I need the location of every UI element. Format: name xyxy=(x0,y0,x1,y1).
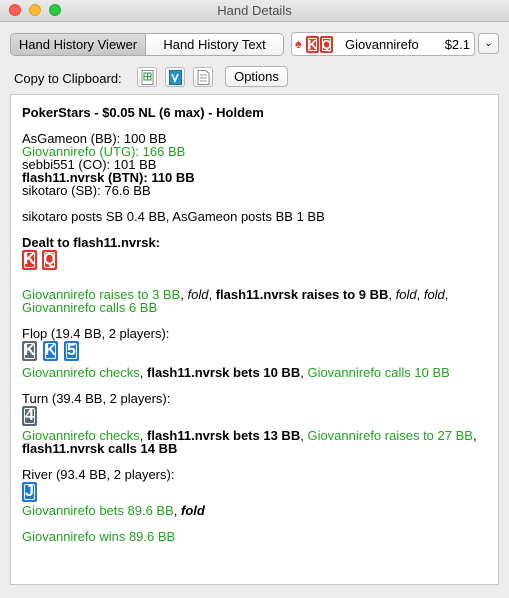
board-card: K xyxy=(23,342,36,359)
copy-format-2-button[interactable] xyxy=(165,67,185,87)
flop-title: Flop (19.4 BB, 2 players): xyxy=(22,326,170,341)
player-select[interactable] xyxy=(291,32,475,56)
tab-hand-history-text[interactable]: Hand History Text xyxy=(146,34,283,55)
turn-actions-2: flash11.nvrsk calls 14 BB xyxy=(22,441,178,456)
river-title: River (93.4 BB, 2 players): xyxy=(22,467,175,482)
seat-line: Giovannirefo (UTG): 166 BB xyxy=(22,144,186,159)
view-tabs xyxy=(10,33,284,56)
copy-text-button[interactable] xyxy=(193,67,213,87)
document-icon xyxy=(197,70,210,85)
river-actions: Giovannirefo bets 89.6 BB, fold xyxy=(22,503,205,518)
preflop-line-2: Giovannirefo calls 6 BB xyxy=(22,300,158,315)
result-line: Giovannirefo wins 89.6 BB xyxy=(22,529,176,544)
preflop-line-1: Giovannirefo raises to 3 BB, fold, flash11.nvrsk raises to 9 BB, fold, fold, xyxy=(22,287,449,302)
spreadsheet-icon xyxy=(141,70,154,85)
forum-icon xyxy=(169,70,182,85)
player-amount: $2.1 xyxy=(444,37,470,52)
hand-header: PokerStars - $0.05 NL (6 max) - Holdem xyxy=(22,105,264,120)
tab-hand-history-viewer[interactable]: Hand History Viewer xyxy=(11,34,146,55)
seat-line: sikotaro (SB): 76.6 BB xyxy=(22,183,151,198)
board-card: K xyxy=(44,342,57,359)
seat-line: sebbi551 (CO): 101 BB xyxy=(22,157,157,172)
spade-icon: ♠ xyxy=(295,36,302,51)
player-hole-cards xyxy=(306,36,333,53)
options-button[interactable]: Options xyxy=(225,66,288,87)
player-dropdown-button[interactable] xyxy=(478,33,499,54)
title-bar xyxy=(0,0,509,22)
flop-actions: Giovannirefo checks, flash11.nvrsk bets 10 BB, Giovannirefo calls 10 BB xyxy=(22,365,450,380)
board-card: J xyxy=(22,482,37,502)
card: Q xyxy=(321,37,332,52)
copy-to-clipboard-label: Copy to Clipboard: xyxy=(14,71,122,86)
dealt-to-line: Dealt to flash11.nvrsk: xyxy=(22,235,160,250)
hole-card: K xyxy=(23,251,36,268)
hole-card: Q xyxy=(43,251,56,268)
seat-line: AsGameon (BB): 100 BB xyxy=(22,131,167,146)
board-card: 4 xyxy=(22,406,37,426)
copy-format-1-button[interactable] xyxy=(137,67,157,87)
hand-history-panel xyxy=(10,94,499,585)
board-card: 5 xyxy=(64,341,79,361)
turn-actions: Giovannirefo checks, flash11.nvrsk bets 13 BB, Giovannirefo raises to 27 BB, xyxy=(22,428,477,443)
seat-line: flash11.nvrsk (BTN): 110 BB xyxy=(22,170,195,185)
card: K xyxy=(307,37,318,52)
chevron-down-icon: ⌄ xyxy=(484,38,493,49)
turn-title: Turn (39.4 BB, 2 players): xyxy=(22,391,171,406)
window-title: Hand Details xyxy=(217,3,292,18)
blinds-line: sikotaro posts SB 0.4 BB, AsGameon posts BB 1 BB xyxy=(22,209,325,224)
player-name: Giovannirefo xyxy=(345,37,419,52)
